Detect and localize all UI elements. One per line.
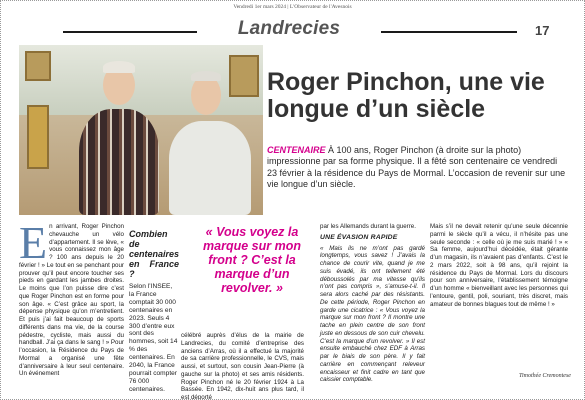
dateline: Vendredi 1er mars 2024 | L'Observateur de l'Avesnois xyxy=(233,4,352,10)
column-4-intro: par les Allemands durant la guerre. xyxy=(320,223,416,230)
person-left xyxy=(79,109,159,215)
author-credit: Timothée Cremontese xyxy=(519,373,571,379)
sidebar-text: Selon l’INSEE, la France comptait 30 000 centenaires en 2023. Seuls 4 300 d’entre eux sont des hommes, soit 14 % des centenaires. En 2040, la France pourrait compter 76 000 centenaires. xyxy=(129,283,178,393)
article-column-3: célébré auprès d’élus de la mairie de Landrecies, du comité d’entreprise des anciens d’Arras, où il a effectué la majorité de sa carrière professionnelle, le CVS, mais aussi, et surtout, son cousin Jean-Pierre (à gauche sur la photo) et ses amis résidents. Roger Pinchon né le 20 février 1924 à La Bassée. En 1942, dix-huit ans plus tard, il est déporté xyxy=(181,332,304,400)
page-number: 17 xyxy=(535,23,550,38)
person-right xyxy=(169,121,251,215)
lead-kicker: CENTENAIRE xyxy=(267,145,326,155)
section-title: Landrecies xyxy=(237,18,341,39)
article-column-4 xyxy=(320,223,425,384)
pull-quote: « Vous voyez la marque sur mon front ? C’est la marque d’un revolver. » xyxy=(203,225,301,295)
drop-cap: E xyxy=(19,217,48,268)
section-rule-right xyxy=(381,31,517,33)
article-column-5: Mais s’il ne devait retenir qu’une seule décennie parmi le siècle qu’il a vécu, il n’hésite pas une seule seconde : « celle où je me suis marié ! » « Sa femme, aujourd’hui décédée, était gérante d’un magasin, ils n’avaient pas d’enfants. C’est le 2 mars 2022, soit à 98 ans, qu’il rejoint la résidence du Pays de Mormal. Lors du discours pour son anniversaire, l’établissement témoigne d’un homme « bienveillant avec les personnes qui l’entoure, gentil, poli, souriant, très discret, mais amateur de bonnes blagues tout de même ! » xyxy=(430,223,568,308)
article-headline: Roger Pinchon, une vie longue d’un siècle xyxy=(267,68,545,123)
photo-wall-frame xyxy=(229,55,259,97)
photo-decoration xyxy=(27,105,49,169)
subheading: UNE ÉVASION RAPIDE xyxy=(320,233,398,241)
column-1-text: n arrivant, Roger Pinchon chevauche un vélo d’appartement. Il se lève, « vous connaissez mon âge ? 100 ans depuis le 20 février ! » Le tout en se penchant pour prouver qu’il peut encore toucher ses pieds en gardant les jambes droites. Le moins que l’on puisse dire c’est que Roger Pinchon est en forme pour son âge. « C’est grâce au sport, la dépense physique qu’on m’entretient. Et puis j’ai fait beaucoup de sports différents dans ma vie, de la course pédestre, cycliste, mais aussi du handball. J’ai ça dans le sang ! » Pour l’occasion, la Résidence du Pays de Mormal a organisé une fête d’anniversaire à leur seul centenaire. Un événement xyxy=(19,223,124,378)
person-left-hair xyxy=(103,61,135,73)
lead-text: À 100 ans, Roger Pinchon (à droite sur la photo) impressionne par sa forme physique. Il a fêté son centenaire ce vendredi 23 février à la résidence du Pays de Mormal. L’occasion de revenir sur une vie longue d’un siècle. xyxy=(267,145,566,189)
photo-wall xyxy=(19,45,263,115)
sidebar-title: Combien de centenaires en France ? xyxy=(129,229,180,279)
person-right-head xyxy=(191,75,221,115)
section-rule-left xyxy=(63,31,197,33)
sidebar-box xyxy=(129,229,179,394)
article-column-1 xyxy=(19,217,124,378)
article-lead xyxy=(267,145,567,190)
photo-wall-frame xyxy=(25,51,51,81)
column-4-text: « Mais ils ne m’ont pas gardé longtemps, vous savez ! J’avais la chance de courir vite, quand je me suis évadé, ils ont tellement été déboussolés par ma vitesse qu’ils n’ont pas compris », s’amuse-t-il. Il sera alors caché par des résistants. De cette période, Roger Pinchon en garde une cicatrice : « Vous voyez la marque sur mon front ? Il montre une tache en plein centre de son front juste en dessous de son cuir chevelu. C’est la marque d’un revolver. » Il est ensuite embauché chez EDF à Arras par le biais de son père. Il y fait carrière en commençant releveur encaisseur et finit cadre en tant que caissier comptable. xyxy=(320,244,425,384)
person-right-hair xyxy=(191,71,221,81)
article-photo xyxy=(19,45,263,215)
